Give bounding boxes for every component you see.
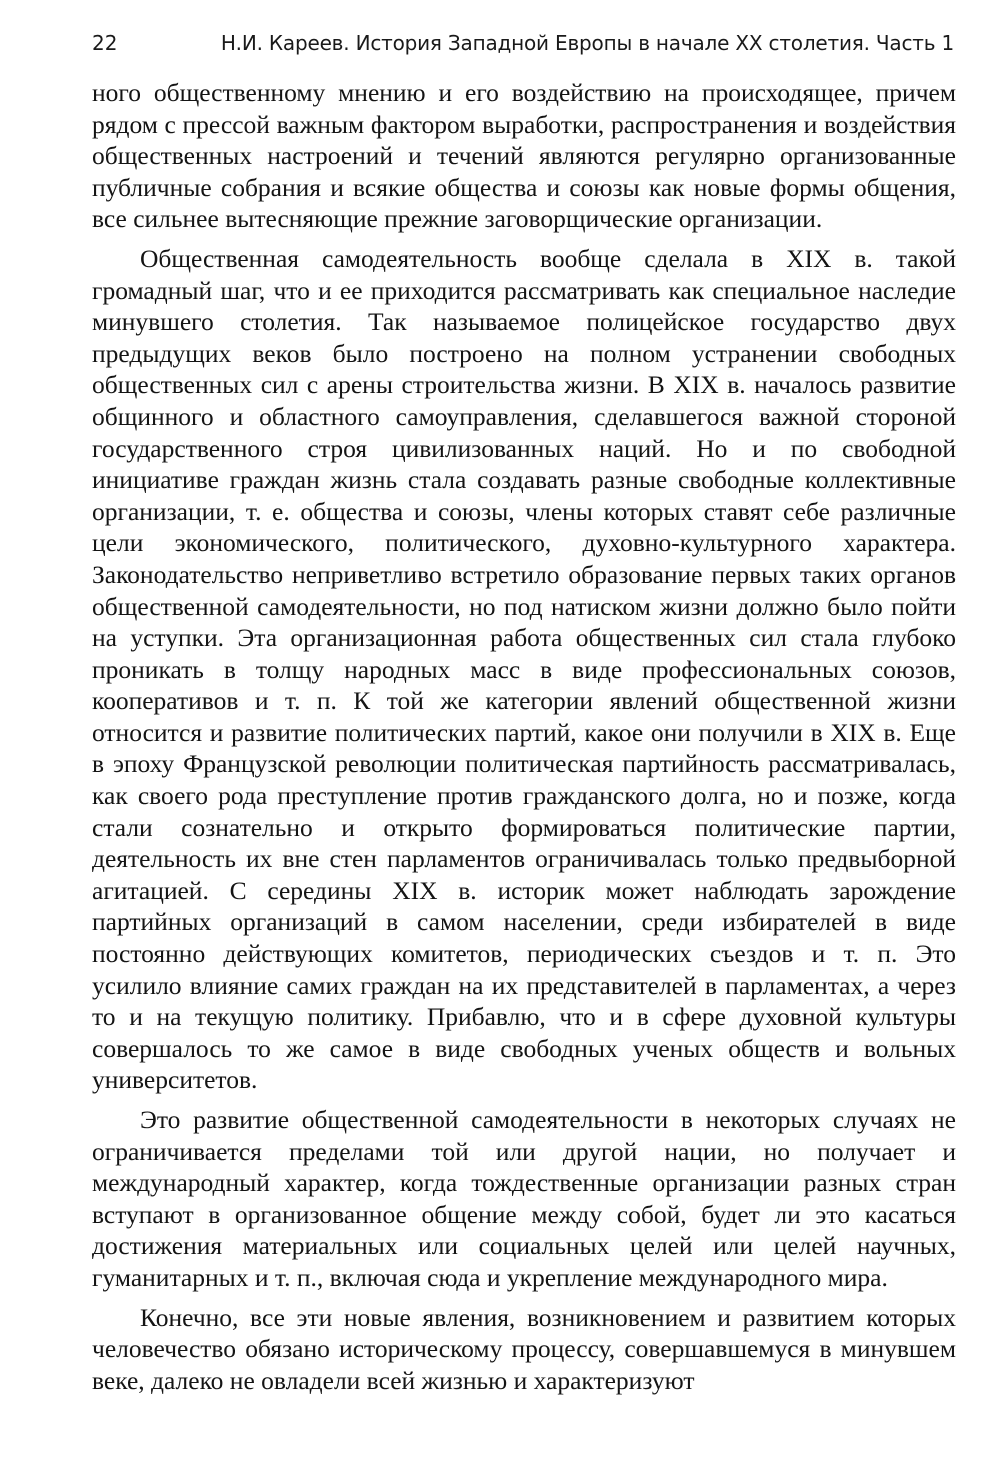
body-text (92, 77, 956, 1396)
running-title: Н.И. Кареев. История Западной Европы в начале XX столетия. Часть 1 (220, 31, 954, 55)
page-header (92, 30, 954, 56)
paragraph: Это развитие общественной самодеятельности в некоторых случаях не ограничивается пределами той или другой нации, но получает и международный характер, когда тождественные организации разных стран вступают в организованное общение между собой, будет ли это касаться достижения материальных или социальных целей или целей научных, гуманитарных и т. п., включая сюда и укрепление международного мира. (92, 1105, 956, 1292)
paragraph: Конечно, все эти новые явления, возникновением и развитием которых человечество обязано историческому процессу, совершавшемуся в минувшем веке, далеко не овладели всей жизнью и характеризуют (92, 1302, 956, 1395)
paragraph: Общественная самодеятельность вообще сделала в XIX в. такой громадный шаг, что и ее приходится рассматривать как специальное наследие минувшего столетия. Так называемое полицейское государство двух предыдущих веков было построено на полном устранении свободных общественных сил с арены строительства жизни. В XIX в. началось развитие общинного и областного самоуправления, сделавшегося важной стороной государственного строя цивилизованных наций. Но и по свободной инициативе граждан жизнь стала создавать разные свободные коллективные организации, т. е. общества и союзы, члены которых ставят себе различные цели экономического, политического, духовно-культурного характера. Законодательство неприветливо встретило образование первых таких органов общественной самодеятельности, но под натиском жизни должно было пойти на уступки. Эта организационная работа общественных сил стала глубоко проникать в толщу народных масс в виде профессиональных союзов, кооперативов и т. п. К той же категории явлений общественной жизни относится и развитие политических партий, какое они получили в XIX в. Еще в эпоху Французской революции политическая партийность рассматривалась, как своего рода преступление против гражданского долга, но и позже, когда стали сознательно и открыто формироваться политические партии, деятельность их вне стен парламентов ограничивалась только предвыборной агитацией. С середины XIX в. историк может наблюдать зарождение партийных организаций в самом населении, среди избирателей в виде постоянно действующих комитетов, периодических съездов и т. п. Это усилило влияние самих граждан на их представителей в парламентах, а через то и на текущую политику. Прибавлю, что и в сфере духовной культуры совершалось то же самое в виде свободных ученых обществ и вольных университетов. (92, 243, 956, 1095)
page-number: 22 (92, 31, 118, 55)
paragraph-continuation: ного общественному мнению и его воздействию на происходящее, причем рядом с прессой важным фактором выработки, распространения и воздействия общественных настроений и течений являются регулярно организованные публичные собрания и всякие общества и союзы как новые формы общения, все сильнее вытесняющие прежние заговорщические организации. (92, 78, 956, 234)
